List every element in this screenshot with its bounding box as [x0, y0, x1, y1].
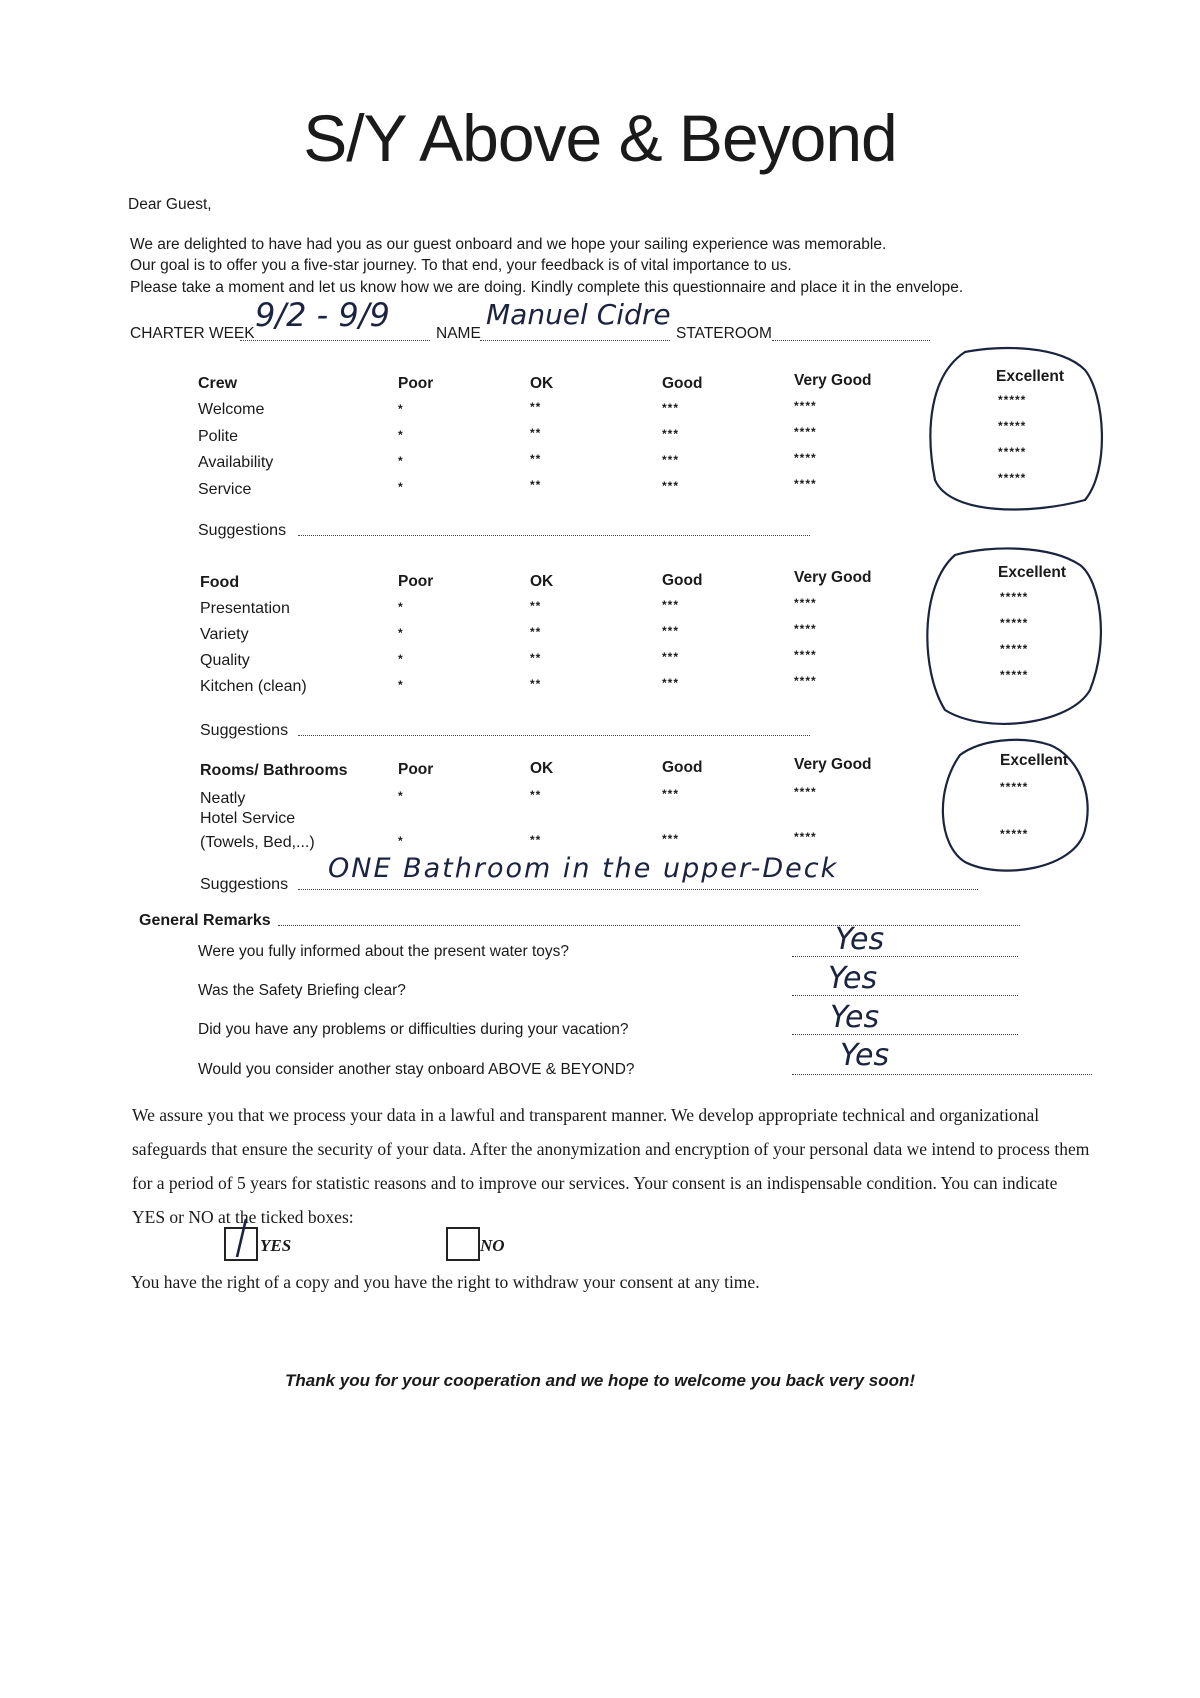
food-col-poor: Poor [398, 573, 434, 590]
rooms-item-towels: (Towels, Bed,...) [200, 834, 315, 851]
food-star-ok[interactable]: ** [530, 677, 542, 691]
rooms-suggestions-field[interactable]: ONE Bathroom in the upper-Deck [328, 853, 839, 884]
crew-star-excellent[interactable]: ***** [998, 471, 1027, 485]
food-item-presentation: Presentation [200, 600, 290, 617]
crew-col-excellent: Excellent [996, 368, 1065, 385]
crew-item-availability: Availability [198, 454, 274, 471]
crew-title: Crew [198, 375, 238, 392]
crew-star-poor[interactable]: * [398, 402, 404, 416]
intro-line-1: We are delighted to have had you as our guest onboard and we hope your sailing experience was memorable. [130, 236, 887, 253]
crew-star-very-good[interactable]: **** [794, 425, 817, 439]
crew-star-ok[interactable]: ** [530, 452, 542, 466]
stateroom-label: STATEROOM [676, 325, 772, 342]
question-another-stay: Would you consider another stay onboard ABOVE & BEYOND? [198, 1061, 635, 1078]
crew-star-ok[interactable]: ** [530, 400, 542, 414]
rooms-star-ok[interactable]: ** [530, 833, 542, 847]
food-star-excellent[interactable]: ***** [1000, 642, 1029, 656]
food-col-very-good: Very Good [794, 569, 872, 586]
charter-week-field[interactable]: 9/2 - 9/9 [255, 296, 390, 334]
intro-line-2: Our goal is to offer you a five-star journey. To that end, your feedback is of vital importance to us. [130, 257, 792, 274]
question-water-toys: Were you fully informed about the present water toys? [198, 943, 570, 960]
crew-col-ok: OK [530, 375, 554, 392]
food-star-excellent[interactable]: ***** [1000, 616, 1029, 630]
food-col-excellent: Excellent [998, 564, 1067, 581]
check-mark-icon [224, 1215, 264, 1263]
food-item-quality: Quality [200, 652, 250, 669]
answer-problems[interactable]: Yes [830, 1000, 880, 1035]
crew-star-very-good[interactable]: **** [794, 399, 817, 413]
food-star-good[interactable]: *** [662, 650, 680, 664]
crew-excellent-circle [930, 348, 1101, 510]
consent-text-2: safeguards that ensure the security of your data. After the anonymization and encryption of your personal data we intend to process them [132, 1139, 1090, 1159]
food-star-very-good[interactable]: **** [794, 596, 817, 610]
rooms-star-poor[interactable]: * [398, 834, 404, 848]
consent-text-1: We assure you that we process your data in a lawful and transparent manner. We develop appropriate technical and organizational [132, 1105, 1040, 1125]
rooms-item-hotel-service: Hotel Service [200, 810, 296, 827]
crew-col-good: Good [662, 375, 703, 392]
crew-item-polite: Polite [198, 428, 239, 445]
crew-col-poor: Poor [398, 375, 434, 392]
consent-yes-label: YES [260, 1236, 292, 1255]
crew-star-poor[interactable]: * [398, 480, 404, 494]
rooms-star-excellent[interactable]: ***** [1000, 827, 1029, 841]
closing-message: Thank you for your cooperation and we hope to welcome you back very soon! [284, 1371, 916, 1390]
food-suggestions-label: Suggestions [200, 722, 289, 739]
rooms-col-excellent: Excellent [1000, 752, 1069, 769]
consent-rights: You have the right of a copy and you have the right to withdraw your consent at any time. [131, 1272, 760, 1292]
question-safety-briefing: Was the Safety Briefing clear? [198, 982, 406, 999]
food-star-excellent[interactable]: ***** [1000, 590, 1029, 604]
food-star-poor[interactable]: * [398, 626, 404, 640]
rooms-star-very-good[interactable]: **** [794, 830, 817, 844]
crew-star-ok[interactable]: ** [530, 478, 542, 492]
crew-item-welcome: Welcome [198, 401, 265, 418]
food-star-ok[interactable]: ** [530, 625, 542, 639]
food-star-ok[interactable]: ** [530, 651, 542, 665]
rooms-col-ok: OK [530, 760, 554, 777]
answer-another-stay[interactable]: Yes [840, 1038, 890, 1073]
charter-week-label: CHARTER WEEK [130, 325, 255, 342]
crew-star-excellent[interactable]: ***** [998, 393, 1027, 407]
food-star-good[interactable]: *** [662, 598, 680, 612]
rooms-title: Rooms/ Bathrooms [200, 762, 348, 779]
answer-water-toys[interactable]: Yes [835, 922, 885, 957]
food-star-very-good[interactable]: **** [794, 622, 817, 636]
food-item-variety: Variety [200, 626, 249, 643]
rooms-star-poor[interactable]: * [398, 789, 404, 803]
food-star-very-good[interactable]: **** [794, 648, 817, 662]
rooms-star-good[interactable]: *** [662, 832, 680, 846]
food-title: Food [200, 574, 240, 591]
intro-line-3: Please take a moment and let us know how we are doing. Kindly complete this questionnaire and place it in the envelope. [130, 279, 964, 296]
rooms-star-ok[interactable]: ** [530, 788, 542, 802]
food-item-kitchen: Kitchen (clean) [200, 678, 307, 695]
food-star-good[interactable]: *** [662, 624, 680, 638]
rooms-star-good[interactable]: *** [662, 787, 680, 801]
crew-star-good[interactable]: *** [662, 453, 680, 467]
crew-star-good[interactable]: *** [662, 401, 680, 415]
general-remarks-line [278, 925, 1020, 926]
form-title: S/Y Above & Beyond [303, 101, 897, 175]
name-field[interactable]: Manuel Cidre [486, 298, 671, 331]
general-remarks-label: General Remarks [139, 912, 271, 929]
food-star-good[interactable]: *** [662, 676, 680, 690]
crew-star-ok[interactable]: ** [530, 426, 542, 440]
rooms-col-very-good: Very Good [794, 756, 872, 773]
answer-line-3 [792, 1034, 1018, 1035]
rooms-item-neatly: Neatly [200, 790, 246, 807]
consent-no-checkbox[interactable] [446, 1227, 480, 1261]
rooms-star-excellent[interactable]: ***** [1000, 780, 1029, 794]
crew-item-service: Service [198, 481, 252, 498]
crew-star-poor[interactable]: * [398, 428, 404, 442]
crew-suggestions-label: Suggestions [198, 522, 287, 539]
crew-star-good[interactable]: *** [662, 427, 680, 441]
crew-star-good[interactable]: *** [662, 479, 680, 493]
answer-line-1 [792, 956, 1018, 957]
greeting: Dear Guest, [128, 196, 212, 213]
food-star-ok[interactable]: ** [530, 599, 542, 613]
question-problems: Did you have any problems or difficulties during your vacation? [198, 1021, 629, 1038]
crew-col-very-good: Very Good [794, 372, 872, 389]
consent-no-label: NO [480, 1236, 505, 1255]
crew-star-poor[interactable]: * [398, 454, 404, 468]
food-star-very-good[interactable]: **** [794, 674, 817, 688]
answer-line-4 [792, 1074, 1092, 1075]
consent-text-3: for a period of 5 years for statistic reasons and to improve our services. Your consent is an indispensable condition. You can indicate [132, 1173, 1058, 1193]
food-star-poor[interactable]: * [398, 600, 404, 614]
rooms-excellent-circle [943, 740, 1088, 871]
name-label: NAME [436, 325, 481, 342]
crew-star-excellent[interactable]: ***** [998, 445, 1027, 459]
food-star-poor[interactable]: * [398, 652, 404, 666]
food-excellent-circle [927, 548, 1101, 723]
rooms-suggestions-label: Suggestions [200, 876, 289, 893]
crew-star-excellent[interactable]: ***** [998, 419, 1027, 433]
rooms-col-good: Good [662, 759, 703, 776]
food-col-good: Good [662, 572, 703, 589]
crew-star-very-good[interactable]: **** [794, 451, 817, 465]
rooms-col-poor: Poor [398, 761, 434, 778]
consent-text-4: YES or NO at the ticked boxes: [132, 1207, 354, 1227]
answer-line-2 [792, 995, 1018, 996]
food-col-ok: OK [530, 573, 554, 590]
answer-safety-briefing[interactable]: Yes [828, 961, 878, 996]
rooms-star-very-good[interactable]: **** [794, 785, 817, 799]
food-star-excellent[interactable]: ***** [1000, 668, 1029, 682]
food-star-poor[interactable]: * [398, 678, 404, 692]
crew-star-very-good[interactable]: **** [794, 477, 817, 491]
